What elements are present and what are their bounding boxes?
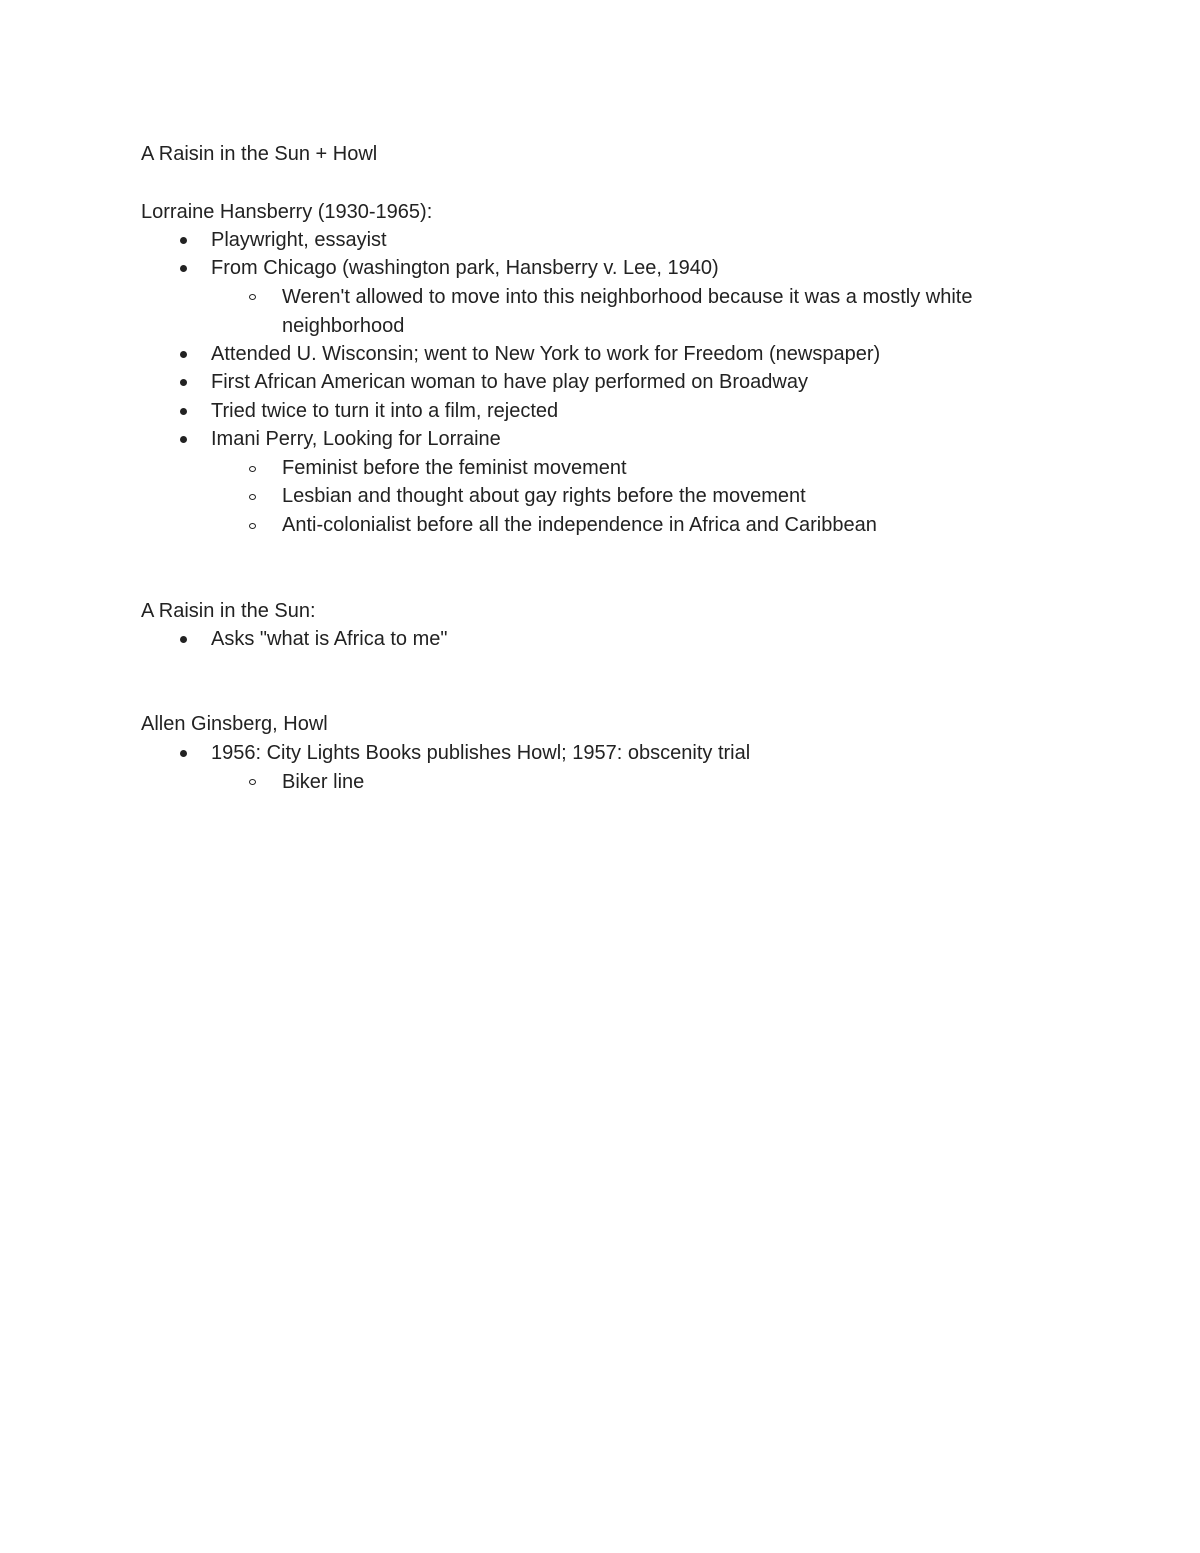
section-heading-ginsberg: Allen Ginsberg, Howl (141, 713, 328, 735)
section-heading-hansberry: Lorraine Hansberry (1930-1965): (141, 201, 433, 223)
sub-list-item-continuation: neighborhood (282, 315, 405, 337)
section-heading-raisin: A Raisin in the Sun: (141, 600, 316, 622)
document-title: A Raisin in the Sun + Howl (141, 143, 378, 165)
hollow-bullet-icon (249, 294, 256, 300)
bullet-icon (180, 436, 187, 443)
sub-list-item: Lesbian and thought about gay rights before the movement (282, 485, 806, 507)
bullet-icon (180, 379, 187, 386)
bullet-icon (180, 750, 187, 757)
bullet-icon (180, 265, 187, 272)
list-item: From Chicago (washington park, Hansberry v. Lee, 1940) (211, 257, 719, 279)
list-item: 1956: City Lights Books publishes Howl; 1957: obscenity trial (211, 742, 751, 764)
bullet-icon (180, 408, 187, 415)
bullet-icon (180, 636, 187, 643)
list-item: Attended U. Wisconsin; went to New York to work for Freedom (newspaper) (211, 343, 881, 365)
list-item: Playwright, essayist (211, 229, 387, 251)
list-item: Asks "what is Africa to me" (211, 628, 448, 650)
sub-list-item: Anti-colonialist before all the independence in Africa and Caribbean (282, 514, 877, 536)
bullet-icon (180, 351, 187, 358)
list-item: First African American woman to have play performed on Broadway (211, 371, 808, 393)
sub-list-item: Weren't allowed to move into this neighborhood because it was a mostly white (282, 286, 973, 308)
hollow-bullet-icon (249, 466, 256, 472)
sub-list-item: Biker line (282, 771, 365, 793)
hollow-bullet-icon (249, 494, 256, 500)
hollow-bullet-icon (249, 779, 256, 785)
sub-list-item: Feminist before the feminist movement (282, 457, 627, 479)
hollow-bullet-icon (249, 523, 256, 529)
list-item: Imani Perry, Looking for Lorraine (211, 428, 501, 450)
bullet-icon (180, 237, 187, 244)
list-item: Tried twice to turn it into a film, rejected (211, 400, 559, 422)
